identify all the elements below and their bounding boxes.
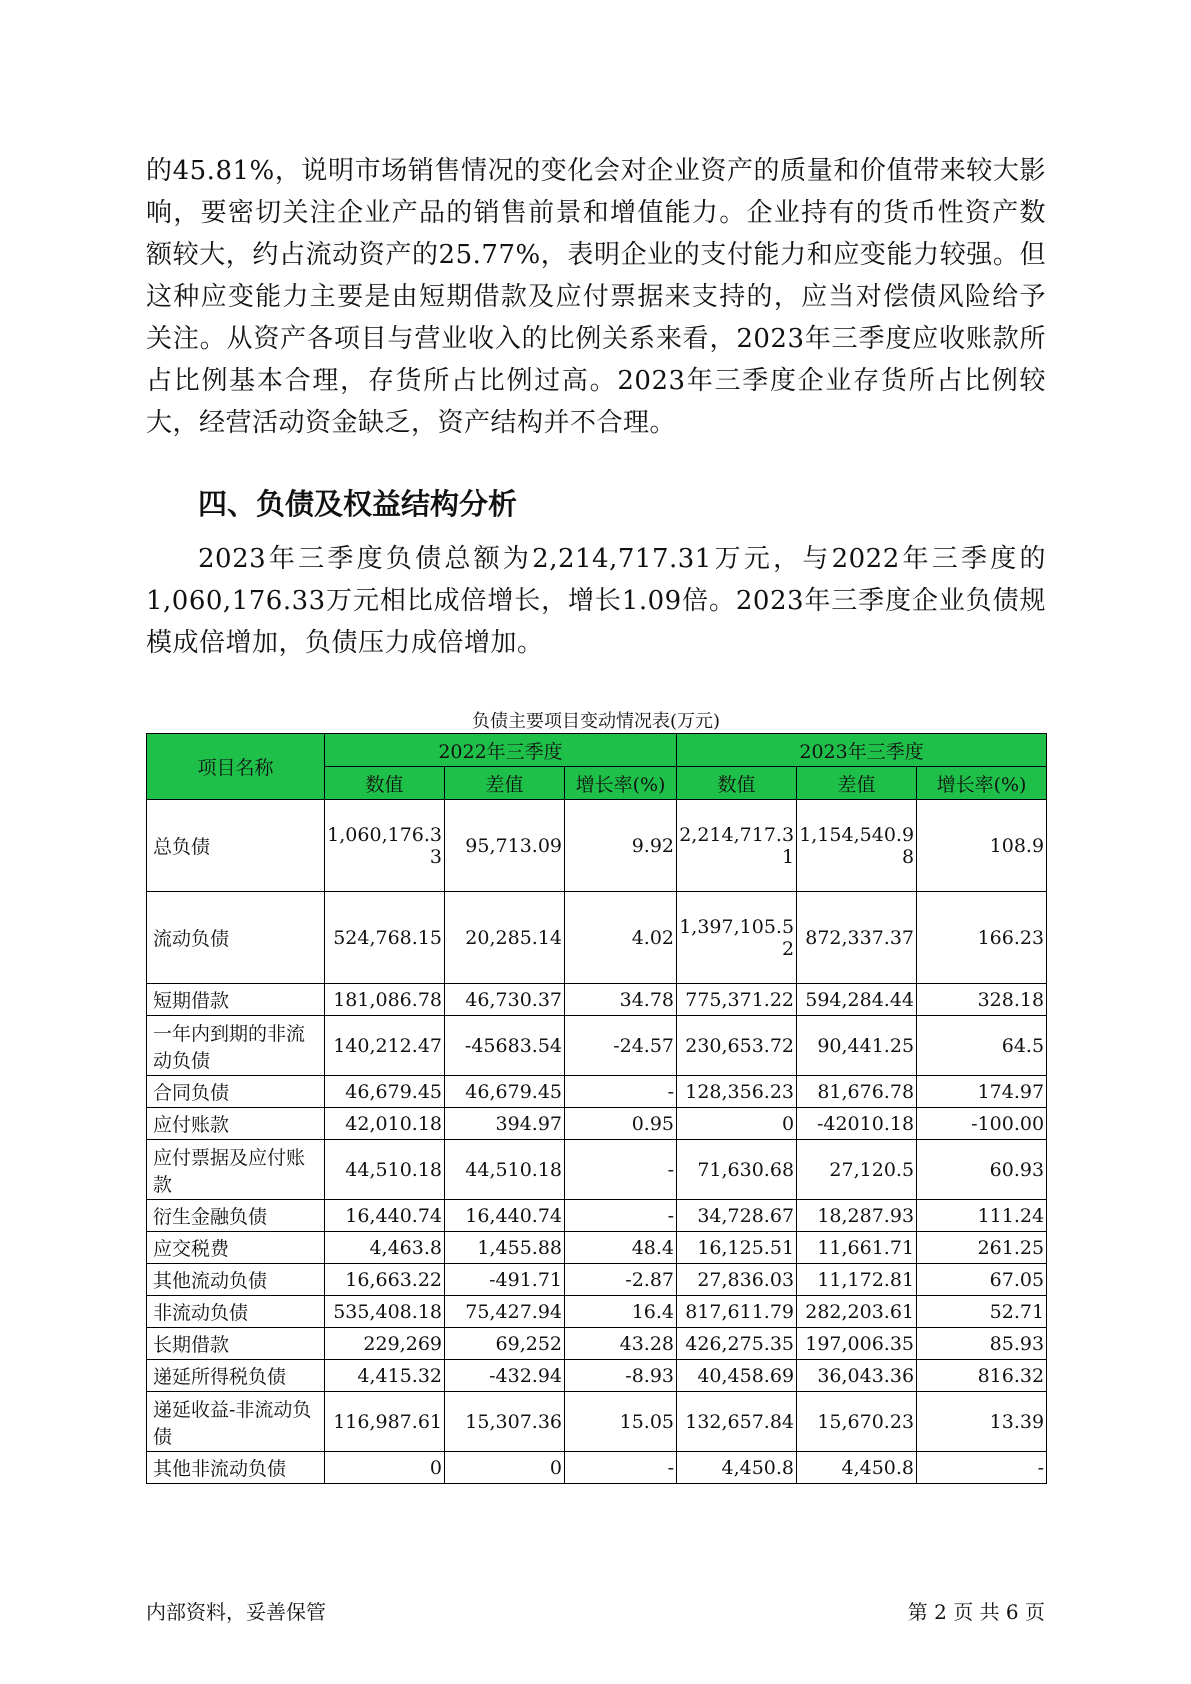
table-row xyxy=(147,1016,1047,1076)
row-cell: 15,307.36 xyxy=(445,1392,565,1452)
table-row xyxy=(147,1108,1047,1140)
row-cell: 4,450.8 xyxy=(677,1452,797,1484)
liabilities-table xyxy=(146,733,1047,1484)
row-item-name: 非流动负债 xyxy=(147,1296,325,1328)
row-cell: 11,661.71 xyxy=(797,1232,917,1264)
row-cell: 4.02 xyxy=(565,892,677,984)
header-difference: 差值 xyxy=(797,767,917,800)
row-cell: 15,670.23 xyxy=(797,1392,917,1452)
row-cell: 775,371.22 xyxy=(677,984,797,1016)
row-cell: 524,768.15 xyxy=(325,892,445,984)
row-cell: 4,463.8 xyxy=(325,1232,445,1264)
row-cell: 0 xyxy=(325,1452,445,1484)
row-cell: 426,275.35 xyxy=(677,1328,797,1360)
row-cell: 282,203.61 xyxy=(797,1296,917,1328)
row-cell: 15.05 xyxy=(565,1392,677,1452)
row-cell: 81,676.78 xyxy=(797,1076,917,1108)
row-cell: 2,214,717.31 xyxy=(677,800,797,892)
table-row xyxy=(147,800,1047,892)
row-cell: 34,728.67 xyxy=(677,1200,797,1232)
row-cell: 20,285.14 xyxy=(445,892,565,984)
row-cell: -432.94 xyxy=(445,1360,565,1392)
table-row xyxy=(147,1264,1047,1296)
header-difference: 差值 xyxy=(445,767,565,800)
row-cell: -45683.54 xyxy=(445,1016,565,1076)
row-cell: 75,427.94 xyxy=(445,1296,565,1328)
row-cell: 69,252 xyxy=(445,1328,565,1360)
row-cell: 872,337.37 xyxy=(797,892,917,984)
row-cell: 48.4 xyxy=(565,1232,677,1264)
row-cell: 16,440.74 xyxy=(445,1200,565,1232)
row-cell: 230,653.72 xyxy=(677,1016,797,1076)
row-item-name: 短期借款 xyxy=(147,984,325,1016)
row-cell: -42010.18 xyxy=(797,1108,917,1140)
row-cell: 261.25 xyxy=(917,1232,1047,1264)
table-row xyxy=(147,1296,1047,1328)
row-cell: - xyxy=(565,1200,677,1232)
row-cell: 46,730.37 xyxy=(445,984,565,1016)
header-value: 数值 xyxy=(677,767,797,800)
row-item-name: 递延所得税负债 xyxy=(147,1360,325,1392)
header-growth-rate: 增长率(%) xyxy=(917,767,1047,800)
row-cell: 1,154,540.98 xyxy=(797,800,917,892)
header-period-2022: 2022年三季度 xyxy=(325,734,677,767)
row-cell: 95,713.09 xyxy=(445,800,565,892)
row-cell: - xyxy=(917,1452,1047,1484)
row-cell: 90,441.25 xyxy=(797,1016,917,1076)
body-paragraph-1: 的45.81%，说明市场销售情况的变化会对企业资产的质量和价值带来较大影响，要密切关注企业产品的销售前景和增值能力。企业持有的货币性资产数额较大，约占流动资产的25.77%，表明企业的支付能力和应变能力较强。但这种应变能力主要是由短期借款及应付票据来支持的，应当对偿债风险给予关注。从资产各项目与营业收入的比例关系来看，2023年三季度应收账款所占比例基本合理，存货所占比例过高。2023年三季度企业存货所占比例较大，经营活动资金缺乏，资产结构并不合理。 xyxy=(146,156,1046,438)
row-cell: 535,408.18 xyxy=(325,1296,445,1328)
row-cell: 34.78 xyxy=(565,984,677,1016)
row-cell: -24.57 xyxy=(565,1016,677,1076)
row-cell: - xyxy=(565,1076,677,1108)
table-body xyxy=(147,800,1047,1484)
row-cell: 44,510.18 xyxy=(325,1140,445,1200)
row-cell: - xyxy=(565,1452,677,1484)
footer-confidential-note: 内部资料，妥善保管 xyxy=(146,1600,326,1624)
row-cell: 1,397,105.52 xyxy=(677,892,797,984)
row-cell: 166.23 xyxy=(917,892,1047,984)
row-cell: -2.87 xyxy=(565,1264,677,1296)
row-cell: 4,415.32 xyxy=(325,1360,445,1392)
row-cell: -100.00 xyxy=(917,1108,1047,1140)
row-cell: 67.05 xyxy=(917,1264,1047,1296)
header-period-2023: 2023年三季度 xyxy=(677,734,1047,767)
row-item-name: 合同负债 xyxy=(147,1076,325,1108)
table-row xyxy=(147,984,1047,1016)
row-cell: 16,125.51 xyxy=(677,1232,797,1264)
header-growth-rate: 增长率(%) xyxy=(565,767,677,800)
row-item-name: 流动负债 xyxy=(147,892,325,984)
row-cell: 16,440.74 xyxy=(325,1200,445,1232)
row-cell: 116,987.61 xyxy=(325,1392,445,1452)
row-item-name: 衍生金融负债 xyxy=(147,1200,325,1232)
table-row xyxy=(147,892,1047,984)
row-cell: 16,663.22 xyxy=(325,1264,445,1296)
row-cell: 52.71 xyxy=(917,1296,1047,1328)
section-heading: 四、负债及权益结构分析 xyxy=(198,487,518,521)
header-item-name: 项目名称 xyxy=(147,734,325,800)
row-cell: 42,010.18 xyxy=(325,1108,445,1140)
row-item-name: 应付账款 xyxy=(147,1108,325,1140)
row-cell: 13.39 xyxy=(917,1392,1047,1452)
footer-page-number: 第 2 页 共 6 页 xyxy=(907,1600,1045,1624)
row-cell: -8.93 xyxy=(565,1360,677,1392)
row-cell: 394.97 xyxy=(445,1108,565,1140)
row-cell: 0 xyxy=(677,1108,797,1140)
row-cell: 40,458.69 xyxy=(677,1360,797,1392)
row-cell: 817,611.79 xyxy=(677,1296,797,1328)
row-cell: 140,212.47 xyxy=(325,1016,445,1076)
row-cell: 328.18 xyxy=(917,984,1047,1016)
row-cell: 11,172.81 xyxy=(797,1264,917,1296)
row-cell: -491.71 xyxy=(445,1264,565,1296)
table-row xyxy=(147,1076,1047,1108)
row-cell: 229,269 xyxy=(325,1328,445,1360)
row-cell: 27,120.5 xyxy=(797,1140,917,1200)
row-cell: 0.95 xyxy=(565,1108,677,1140)
row-cell: 0 xyxy=(445,1452,565,1484)
row-item-name: 其他非流动负债 xyxy=(147,1452,325,1484)
row-cell: 1,455.88 xyxy=(445,1232,565,1264)
row-cell: 594,284.44 xyxy=(797,984,917,1016)
row-cell: 71,630.68 xyxy=(677,1140,797,1200)
table-caption: 负债主要项目变动情况表(万元) xyxy=(471,711,721,732)
row-cell: 174.97 xyxy=(917,1076,1047,1108)
table-row xyxy=(147,1360,1047,1392)
row-cell: 197,006.35 xyxy=(797,1328,917,1360)
row-item-name: 应交税费 xyxy=(147,1232,325,1264)
row-cell: 18,287.93 xyxy=(797,1200,917,1232)
row-cell: 111.24 xyxy=(917,1200,1047,1232)
body-paragraph-2: 2023年三季度负债总额为2,214,717.31万元，与2022年三季度的1,060,176.33万元相比成倍增长，增长1.09倍。2023年三季度企业负债规模成倍增加，负债压力成倍增加。 xyxy=(146,544,1046,658)
row-item-name: 总负债 xyxy=(147,800,325,892)
row-cell: 46,679.45 xyxy=(325,1076,445,1108)
row-cell: 27,836.03 xyxy=(677,1264,797,1296)
row-cell: 128,356.23 xyxy=(677,1076,797,1108)
row-cell: 64.5 xyxy=(917,1016,1047,1076)
row-cell: 85.93 xyxy=(917,1328,1047,1360)
row-cell: 816.32 xyxy=(917,1360,1047,1392)
row-item-name: 应付票据及应付账款 xyxy=(147,1140,325,1200)
row-cell: 9.92 xyxy=(565,800,677,892)
row-item-name: 递延收益-非流动负债 xyxy=(147,1392,325,1452)
table-row xyxy=(147,1140,1047,1200)
row-cell: 108.9 xyxy=(917,800,1047,892)
row-cell: 43.28 xyxy=(565,1328,677,1360)
row-cell: 60.93 xyxy=(917,1140,1047,1200)
row-cell: 36,043.36 xyxy=(797,1360,917,1392)
row-cell: 181,086.78 xyxy=(325,984,445,1016)
row-cell: 16.4 xyxy=(565,1296,677,1328)
row-cell: 1,060,176.33 xyxy=(325,800,445,892)
row-cell: 4,450.8 xyxy=(797,1452,917,1484)
row-item-name: 其他流动负债 xyxy=(147,1264,325,1296)
table-row xyxy=(147,1392,1047,1452)
row-cell: 46,679.45 xyxy=(445,1076,565,1108)
row-item-name: 长期借款 xyxy=(147,1328,325,1360)
header-value: 数值 xyxy=(325,767,445,800)
table-row xyxy=(147,1200,1047,1232)
row-item-name: 一年内到期的非流动负债 xyxy=(147,1016,325,1076)
table-row xyxy=(147,1328,1047,1360)
row-cell: 132,657.84 xyxy=(677,1392,797,1452)
row-cell: - xyxy=(565,1140,677,1200)
table-row xyxy=(147,1232,1047,1264)
row-cell: 44,510.18 xyxy=(445,1140,565,1200)
table-row xyxy=(147,1452,1047,1484)
